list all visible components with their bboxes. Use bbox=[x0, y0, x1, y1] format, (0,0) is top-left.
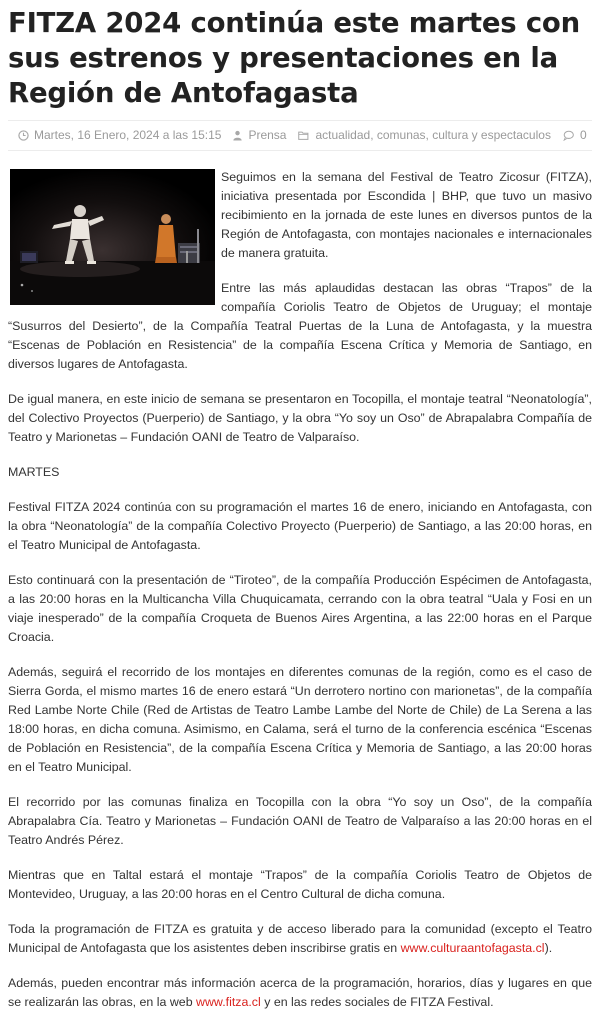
author-link[interactable]: Prensa bbox=[248, 128, 287, 142]
cultura-antofagasta-link[interactable]: www.culturaantofagasta.cl bbox=[400, 941, 545, 955]
comment-icon bbox=[562, 130, 575, 141]
meta-date bbox=[18, 128, 221, 142]
free-access-end: ). bbox=[544, 941, 553, 955]
more-info-end: y en las redes sociales de FITZA Festival. bbox=[260, 995, 494, 1009]
user-icon bbox=[232, 130, 243, 141]
article-body bbox=[8, 168, 592, 1012]
paragraph-free-access bbox=[8, 920, 592, 958]
meta-date-text: Martes, 16 Enero, 2024 a las 15:15 bbox=[34, 128, 222, 142]
paragraph-more-info bbox=[8, 974, 592, 1012]
free-access-text: Toda la programación de FITZA es gratuita y de acceso liberado para la comunidad (excepto el Teatro Municipal de Antofagasta que los asistentes deben inscribirse gratis en bbox=[8, 922, 592, 955]
article-image[interactable] bbox=[10, 169, 215, 305]
section-heading-martes: MARTES bbox=[8, 465, 60, 479]
meta-comments[interactable] bbox=[562, 128, 587, 142]
paragraph-8: El recorrido por las comunas finaliza en Tocopilla con la obra “Yo soy un Oso”, de la compañía Abrapalabra Cía. Teatro y Marionetas – Fundación OANI de Teatro de Valparaíso a las 20:00 horas en el Teatro Andrés Pérez. bbox=[8, 795, 592, 847]
paragraph-3: De igual manera, en este inicio de semana se presentaron en Tocopilla, el montaje teatral “Neonatología”, del Colectivo Proyectos (Puerperio) de Santiago, y la obra “Yo soy un Oso” de Abrapalabra Compañía de Teatro y Marionetas – Fundación OANI de Teatro de Valparaíso. bbox=[8, 392, 592, 444]
fitza-link[interactable]: www.fitza.cl bbox=[196, 995, 261, 1009]
meta-author[interactable] bbox=[232, 128, 286, 142]
comments-count[interactable]: 0 bbox=[579, 128, 587, 142]
paragraph-7: Además, seguirá el recorrido de los montajes en diferentes comunas de la región, como es el caso de Sierra Gorda, el mismo martes 16 de enero estará “Un derrotero nortino con marionetas”, de la compañía Red Lambe Norte Chile (Red de Artistas de Teatro Lambe Lambe del Norte de Chile) de La Serena a las 18:00 horas, en dicha comuna. Asimismo, en Calama, será el turno de la conferencia escénica “Escenas de Población en Resistencia”, de la compañía Escena Crítica y Memoria de Santiago, a las 20:00 horas en el Teatro Municipal. bbox=[8, 665, 592, 774]
paragraph-5: Festival FITZA 2024 continúa con su programación el martes 16 de enero, iniciando en Antofagasta, con la obra “Neonatología” de la compañía Colectivo Proyecto (Puerperio) de Santiago, a las 20:00 horas, en el Teatro Municipal de Antofagasta. bbox=[8, 500, 592, 552]
categories-link[interactable]: actualidad, comunas, cultura y espectaculos bbox=[315, 128, 551, 142]
clock-icon bbox=[18, 130, 29, 141]
more-info-text: Además, pueden encontrar más información acerca de la programación, horarios, días y lugares en que se realizarán las obras, en la web bbox=[8, 976, 592, 1009]
paragraph-6: Esto continuará con la presentación de “Tiroteo”, de la compañía Producción Espécimen de Antofagasta, a las 20:00 horas en la Multicancha Villa Chuquicamata, cerrando con la obra teatral “Uala y Fosi en un viaje inesperado” de la compañía Croqueta de Buenos Aires Argentina, a las 22:00 horas en el Parque Croacia. bbox=[8, 573, 592, 644]
stage-performance-image bbox=[10, 169, 215, 305]
article-title: FITZA 2024 continúa este martes con sus estrenos y presentaciones en la Región de Antofagasta bbox=[8, 7, 580, 109]
paragraph-2: Entre las más aplaudidas destacan las obras “Trapos” de la compañía Coriolis Teatro de Objetos de Uruguay; el montaje “Susurros del Desierto”, de la Compañía Teatral Puertas de la Luna de Antofagasta, y la muestra “Escenas de Población en Resistencia” de la compañía Escena Crítica y Memoria de Santiago, en diversos lugares de Antofagasta. bbox=[8, 281, 592, 371]
folder-icon bbox=[297, 130, 310, 141]
paragraph-1: Seguimos en la semana del Festival de Teatro Zicosur (FITZA), iniciativa presentada por Escondida | BHP, que tuvo un masivo recibimiento en la jornada de este lunes en diversos puntos de la Región de Antofagasta, con montajes nacionales e internacionales de manera gratuita. bbox=[221, 170, 592, 260]
paragraph-9: Mientras que en Taltal estará el montaje “Trapos” de la compañía Coriolis Teatro de Objetos de Montevideo, Uruguay, a las 20:00 horas en el Centro Cultural de dicha comuna. bbox=[8, 868, 592, 901]
meta-categories bbox=[297, 128, 550, 142]
article-meta bbox=[8, 120, 592, 151]
